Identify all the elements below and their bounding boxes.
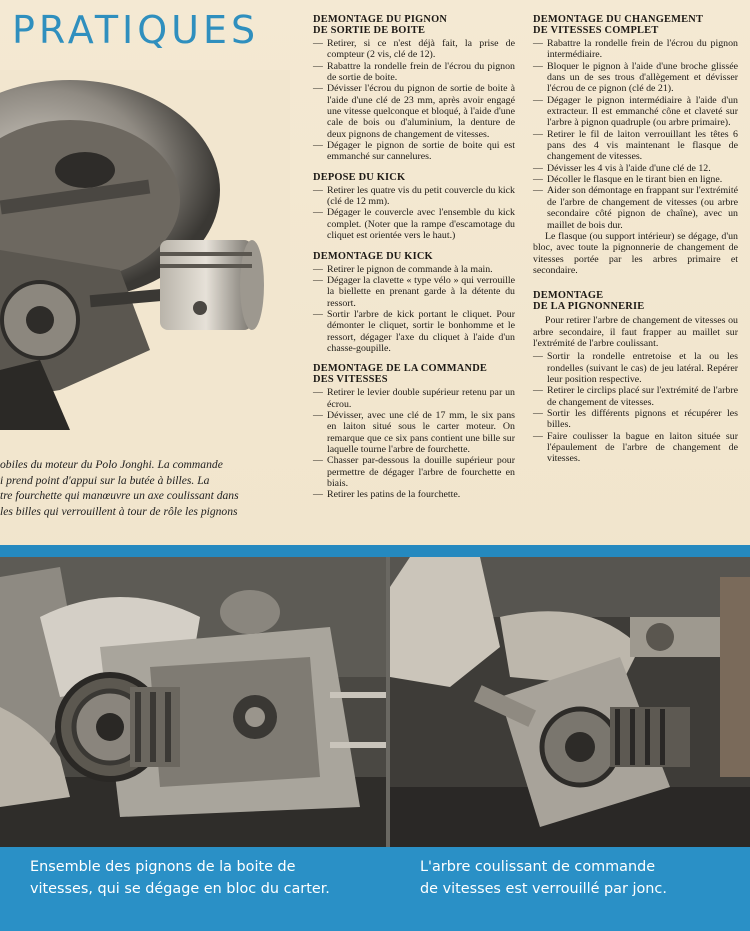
- list-item: — Aider son démontage en frappant sur l'extrémité de l'arbre de changement de vitesses (ou arbre secondaire côté pignon de chaîne), avec un maillet de bois dur.: [533, 185, 738, 230]
- list-item: — Chasser par-dessous la douille supérieur pour permettre de dégager l'arbre de fourchette en biais.: [313, 455, 515, 489]
- engine-photo: [0, 70, 290, 430]
- list-item: — Décoller le flasque en le tirant bien en ligne.: [533, 174, 738, 185]
- section-heading: DEMONTAGE DU KICK: [313, 250, 433, 262]
- list-item: — Retirer le fil de laiton verrouillant les têtes 6 pans des 4 vis maintenant le flasque de changement de vitesses.: [533, 129, 738, 163]
- list-item: — Sortir l'arbre de kick portant le cliquet. Pour démonter le cliquet, sortir le bonhomme et le ressort, dégager l'axe du cliquet à l'aide d'un chasse-goupille.: [313, 309, 515, 354]
- instruction-list: [313, 185, 515, 242]
- list-item: — Rabattre la rondelle frein de l'écrou du pignon de sortie de boite.: [313, 61, 515, 84]
- caption-left: [30, 856, 330, 900]
- engine-photo-caption: [0, 457, 290, 519]
- section-heading: DEMONTAGE DU CHANGEMENT DE VITESSES COMPLET: [533, 14, 704, 36]
- paragraph: Pour retirer l'arbre de changement de vitesses ou arbre secondaire, il faut frapper au maillet sur l'extrémité de l'arbre coulissant.: [533, 315, 738, 349]
- list-item: — Retirer le pignon de commande à la main.: [313, 264, 515, 275]
- caption-line: de vitesses est verrouillé par jonc.: [420, 881, 667, 897]
- photo-caption-band: [0, 847, 750, 931]
- instruction-list: [533, 351, 738, 464]
- section-heading: DEPOSE DU KICK: [313, 171, 406, 183]
- section-pignon-sortie: [313, 14, 515, 163]
- caption-line: obiles du moteur du Polo Jonghi. La commande: [0, 458, 223, 471]
- gearbox-photo-right: [390, 557, 750, 847]
- caption-line: L'arbre coulissant de commande: [420, 859, 656, 875]
- list-item: — Retirer le circlips placé sur l'extrémité de l'arbre de changement de vitesses.: [533, 385, 738, 408]
- paragraph: Le flasque (ou support intérieur) se dégage, d'un bloc, avec toute la pignonnerie de changement de vitesses portée par les arbres primaire et secondaire.: [533, 230, 738, 276]
- blue-divider: [0, 545, 750, 557]
- caption-line: les billes qui verrouillent à tour de rôle les pignons: [0, 504, 238, 518]
- text-column-2: [533, 14, 738, 474]
- section-heading: DEMONTAGE DE LA PIGNONNERIE: [533, 290, 645, 313]
- section-commande-vitesses: [313, 363, 515, 500]
- section-heading: DEMONTAGE DE LA COMMANDE DES VITESSES: [313, 363, 488, 386]
- section-depose-kick: [313, 172, 515, 242]
- gearbox-photo-left: [0, 557, 386, 847]
- list-item: — Retirer, si ce n'est déjà fait, la prise de compteur (2 vis, clé de 12).: [313, 38, 515, 61]
- list-item: — Retirer le levier double supérieur retenu par un écrou.: [313, 387, 515, 410]
- list-item: — Dévisser les 4 vis à l'aide d'une clé de 12.: [533, 163, 738, 174]
- list-item: — Dévisser l'écrou du pignon de sortie de boite à l'aide d'une clé de 23 mm, après avoir engagé une vitesse quelconque et bloqué, à l'aide d'une cale de bois ou d'aluminium, la denture de deux pignons de changement de vitesses.: [313, 83, 515, 140]
- list-item: — Faire coulisser la bague en laiton située sur l'épaulement de l'arbre de changement de vitesses.: [533, 431, 738, 465]
- caption-line: tre fourchette qui manœuvre un axe coulissant dans: [0, 489, 239, 502]
- section-heading: DEMONTAGE DU PIGNON DE SORTIE DE BOITE: [313, 14, 448, 36]
- instruction-list: [533, 38, 738, 231]
- list-item: — Sortir les différents pignons et récupérer les billes.: [533, 408, 738, 431]
- section-pignonnerie: [533, 290, 738, 464]
- list-item: — Retirer les quatre vis du petit couvercle du kick (clé de 12 mm).: [313, 185, 515, 208]
- list-item: — Dégager le pignon de sortie de boite qui est emmanché sur cannelures.: [313, 140, 515, 163]
- list-item: — Dégager la clavette « type vélo » qui verrouille la biellette en prenant garde à la détente du ressort.: [313, 275, 515, 309]
- instruction-list: [313, 38, 515, 163]
- list-item: — Rabattre la rondelle frein de l'écrou du pignon intermédiaire.: [533, 38, 738, 61]
- section-changement-vitesses: [533, 14, 738, 276]
- bottom-photos: [0, 557, 750, 847]
- text-column-1: [313, 14, 515, 510]
- list-item: — Bloquer le pignon à l'aide d'une broche glissée dans un de ses trous d'allègement et dévisser l'écrou de ce pignon (clé de 21).: [533, 61, 738, 95]
- instruction-list: [313, 264, 515, 355]
- caption-line: vitesses, qui se dégage en bloc du carter.: [30, 881, 330, 897]
- section-demontage-kick: [313, 251, 515, 355]
- caption-line: i prend point d'appui sur la butée à billes. La: [0, 473, 210, 487]
- caption-right: [420, 856, 667, 900]
- list-item: — Sortir la rondelle entretoise et la ou les rondelles (suivant le cas) de jeu latéral. Repérer leur position respective.: [533, 351, 738, 385]
- list-item: — Dégager le pignon intermédiaire à l'aide d'un extracteur. Il est emmanché cône et claveté sur l'arbre à pignon quadruple (ou arbre primaire).: [533, 95, 738, 129]
- list-item: — Dévisser, avec une clé de 17 mm, le six pans en laiton situé sous le carter moteur. On remarque que ce six pans contient une bille sur laquelle tourne l'arbre de fourchette.: [313, 410, 515, 455]
- list-item: — Dégager le couvercle avec l'ensemble du kick complet. (Noter que la rampe d'escamotage du cliquet est orientée vers le haut.): [313, 207, 515, 241]
- caption-line: Ensemble des pignons de la boite de: [30, 859, 296, 875]
- page-title: PRATIQUES: [12, 8, 260, 52]
- instruction-list: [313, 387, 515, 500]
- list-item: — Retirer les patins de la fourchette.: [313, 489, 515, 500]
